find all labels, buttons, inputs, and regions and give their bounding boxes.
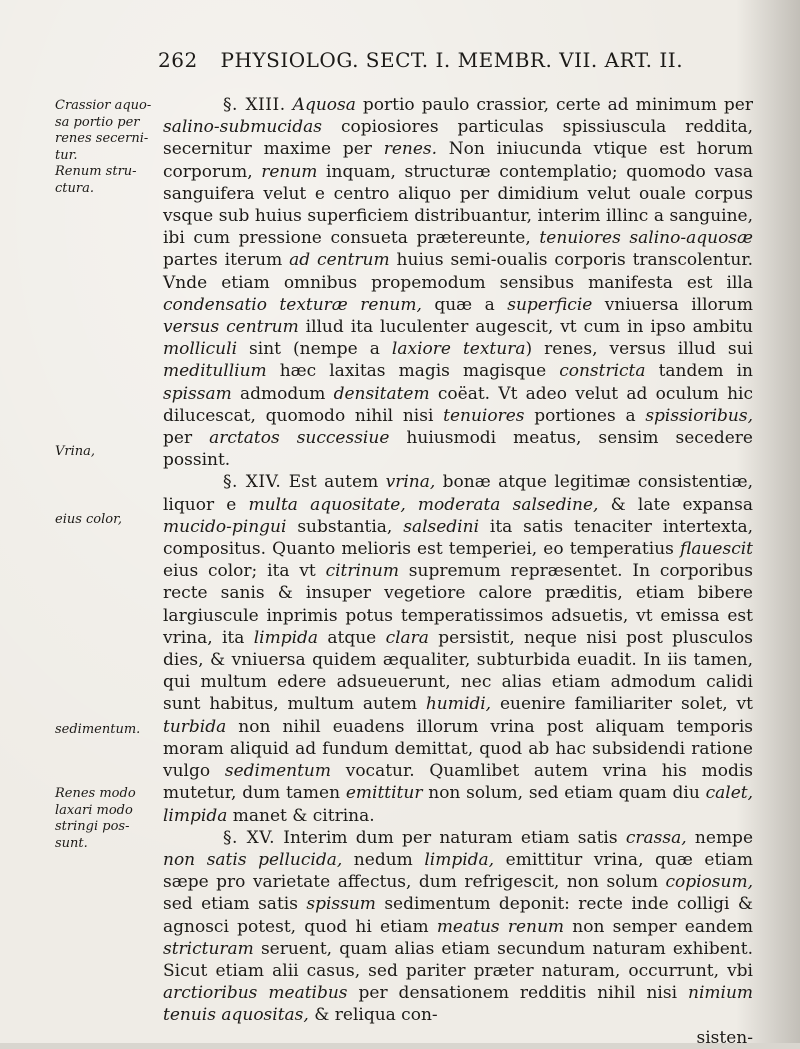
italic-term: condensatio texturæ renum, (163, 294, 422, 315)
italic-term: mucido-pingui (163, 516, 287, 537)
italic-term: humidi, (425, 694, 492, 715)
italic-term: vrina, (385, 472, 436, 493)
italic-term: emittitur (345, 783, 423, 804)
italic-term: crassa, (625, 827, 687, 848)
body-text (163, 94, 753, 1049)
italic-term: spissum (306, 894, 376, 915)
italic-term: arctioribus meatibus (163, 983, 348, 1004)
italic-term: turbida (163, 716, 227, 737)
margin-note-renes: Renes modo laxari modo stringi pos- sunt. (55, 786, 136, 851)
paragraph-text: Est autem vrina, bonæ atque legitimæ consistentiæ, liquor e multa aquositate, moderata salsedine, & late expansa mucido-pingui substantia, salsedini ita satis tenaciter intertexta, compositus. Quanto melioris est temperiei, eo temperatius flauescit eius color; ita vt citrinum supremum repræsentet. In corporibus recte sanis & insuper vegetiore calore præditis, etiam bibere largiuscule inprimis potus temperatissimos adsuetis, vt emissa est vrina, ita limpida atque clara persistit, neque nisi post plusculos dies, & vniuersa quidem æqualiter, subturbida euadit. In iis tamen, qui multum edere adsueuerunt, nec alias etiam admodum calidi sunt habitus, multum autem humidi, euenire familiariter solet, vt turbida non nihil euadens illorum vrina post aliquam temporis moram aliquid ad fundum demittat, quod ab hac subsidendi ratione vulgo sedimentum vocatur. Quamlibet autem vrina his modis mutetur, dum tamen emittitur non solum, sed etiam quam diu calet, limpida manet & citrina. (163, 472, 754, 826)
italic-term: Aquosa (292, 95, 356, 115)
section-marker: §. XV. (223, 827, 275, 848)
section-marker: §. XIV. (223, 472, 282, 493)
italic-term: tenuiores (443, 405, 525, 426)
italic-term: flauescit (680, 539, 753, 560)
paragraph-section-14 (163, 471, 753, 826)
italic-term: molliculi (163, 339, 238, 360)
running-header (158, 48, 698, 72)
margin-note-sedimentum: sedimentum. (55, 722, 141, 737)
italic-term: spissam (163, 383, 232, 404)
margin-note-vrina: Vrina, (55, 444, 96, 459)
italic-term: meditullium (163, 361, 267, 382)
section-marker: §. XIII. (223, 95, 286, 115)
italic-term: sedimentum (224, 761, 331, 782)
italic-term: stricturam (163, 938, 254, 959)
italic-term: limpida (253, 627, 319, 648)
italic-term: tenuiores salino-aquosæ (539, 228, 754, 249)
page-number: 262 (158, 48, 198, 72)
italic-term: densitatem (333, 383, 430, 404)
paragraph-text: Interim dum per naturam etiam satis crassa, nempe non satis pellucida, nedum limpida, emittitur vrina, quæ etiam sæpe pro varietate affectus, dum refrigescit, non solum copiosum, sed etiam satis spissum sedimentum deponit: recte inde colligi & agnosci potest, quod hi etiam meatus renum non semper eandem stricturam seruent, quam alias etiam secundum naturam exhibent. Sicut etiam alii casus, sed pariter præter naturam, occurrunt, vbi arctioribus meatibus per densationem redditis nihil nisi nimium tenuis aquositas, & reliqua con- (163, 827, 754, 1026)
italic-term: salino-submucidas (163, 117, 322, 138)
italic-term: renum (261, 161, 318, 182)
italic-term: calet, limpida (163, 783, 753, 826)
margin-note-crassior: Crassior aquo- sa portio per renes secerni- tur. Renum stru- ctura. (55, 98, 152, 196)
italic-term: meatus renum (436, 916, 565, 937)
catchword-line: sisten- (696, 1027, 753, 1048)
italic-term: multa aquositate, moderata salsedine, (248, 494, 599, 515)
italic-term: nimium tenuis aquositas, (163, 983, 754, 1026)
italic-term: laxiore textura (391, 339, 526, 360)
margin-note-color: eius color, (55, 512, 123, 527)
italic-term: constricta (559, 361, 646, 382)
italic-term: citrinum (325, 561, 399, 582)
paragraph-text: Aquosa portio paulo crassior, certe ad minimum per salino-submucidas copiosiores particulas spissiuscula reddita, secernitur maxime per renes. Non iniucunda vtique est horum corporum, renum inquam, structuræ contemplatio; quomodo vasa sanguifera velut e centro aliquo per dimidium velut ouale corpus vsque sub huius superficiem distribuantur, interim illinc a sanguine, ibi cum pressione consueta prætereunte, tenuiores salino-aquosæ partes iterum ad centrum huius semi-oualis corporis transcolentur. Vnde etiam omnibus propemodum sensibus manifesta est illa condensatio texturæ renum, quæ a superficie vniuersa illorum versus centrum illud ita luculenter augescit, vt cum in ipso ambitu molliculi sint (nempe a laxiore textura) renes, versus illud sui meditullium hæc laxitas magis magisque constricta tandem in spissam admodum densitatem coëat. Vt adeo velut ad oculum hic dilucescat, quomodo nihil nisi tenuiores portiones a spissioribus, per arctatos successiue huiusmodi meatus, sensim secedere possint. (163, 95, 754, 471)
italic-term: versus centrum (163, 317, 299, 338)
italic-term: clara (385, 627, 429, 648)
italic-term: spissioribus, (645, 405, 753, 426)
italic-term: ad centrum (289, 250, 390, 271)
italic-term: arctatos successiue (209, 428, 390, 449)
italic-term: superficie (507, 294, 593, 315)
italic-term: non satis pellucida, (163, 849, 343, 870)
paragraph-section-15 (163, 827, 753, 1027)
italic-term: renes. (383, 139, 438, 160)
italic-term: limpida, (424, 849, 495, 870)
italic-term: copiosum, (665, 872, 753, 893)
paragraph-section-13 (163, 94, 753, 471)
running-title: PHYSIOLOG. SECT. I. MEMBR. VII. ART. II. (220, 48, 684, 72)
italic-term: salsedini (403, 516, 480, 537)
